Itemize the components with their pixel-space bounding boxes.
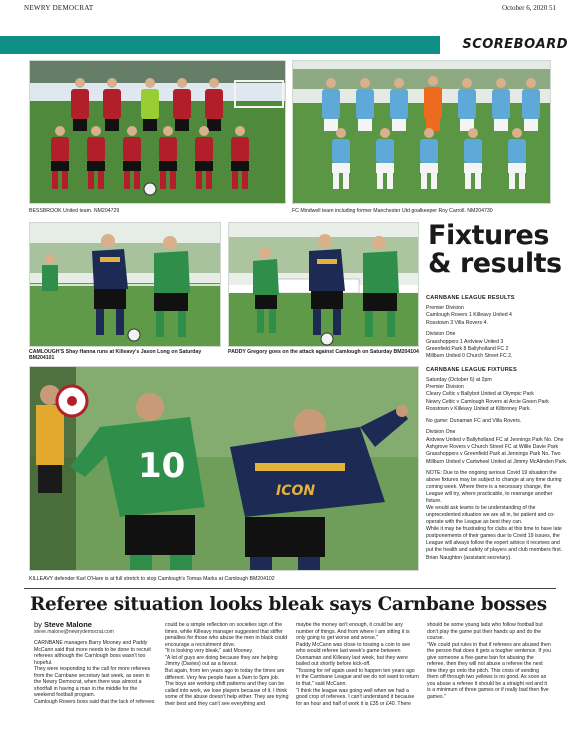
fixtures-date: Saturday (October 6) at 2pm <box>426 376 492 383</box>
no-game-note: No game: Dunaman FC and Villa Rovers. <box>426 417 522 424</box>
sponsor-logo-text: ICON <box>276 483 316 499</box>
photo-bessbrook-team <box>29 60 286 204</box>
caption-mindwell: FC Mindwell team including former Manchester Utd goalkeeper Roy Carroll. NM204730 <box>292 208 493 214</box>
fixtures-title-line1: Fixtures <box>428 220 549 251</box>
covid-note-3: While it may be frustrating for clubs at this time to have late postponements of their games due to Covid 19 issues, the League will always follow the expert advice it receives and put the health and safety of players and club members first. <box>426 526 563 554</box>
article-paragraph: "Tossing for ref again used to happen ten years ago in the Carnbane League and we do not want to return to that," said McCann. <box>296 667 419 687</box>
article-column-3 <box>296 622 420 707</box>
fixture-item: Cleary Celtic v Ballybot United at Olympic Park <box>426 391 534 398</box>
issue-date: October 6, 2020 51 <box>501 4 556 12</box>
article-paragraph: They were responding to the call for more referees from the Carnbane secretary last week, as seen in the Newry Democrat, when there was almost a shortfall in having a man in the middle for the weekend football program. <box>34 666 151 699</box>
covid-note-2: We would ask teams to be understanding of the unprecedented situation we are all in, be patient and co-operate with the League as best they can. <box>426 505 555 525</box>
fixtures-division-one: Division One <box>426 429 456 436</box>
fixture-item: Grasshoppers v Greenfield Park at Jennings Park No. Two <box>426 451 561 458</box>
article-column-4 <box>427 622 551 700</box>
photo-mindwell-team <box>292 60 551 204</box>
fixtures-division: Premier Division <box>426 384 464 391</box>
shirt-number: 10 <box>138 446 186 486</box>
section-title: SCOREBOARD <box>462 37 568 52</box>
article-column-1 <box>34 640 158 706</box>
article-paragraph: CARNBANE managers Barry Mooney and Paddy McCann said that more needs to be done to recruit referees although the Carnlough boss wasn't too hopeful. <box>34 640 151 666</box>
article-headline: Referee situation looks bleak says Carnbane bosses <box>30 594 547 615</box>
fixture-item: Ashgrove Rovers v Church Street FC at Willie Davie Park <box>426 443 559 450</box>
bessbrook-team-illustration <box>30 61 286 204</box>
fixtures-results-panel <box>426 293 568 562</box>
article-paragraph: "It is looking very bleak," said Mooney. <box>165 648 254 655</box>
article-paragraph: could be a simple reflection on societies sign of the times, while Killeavy manager suggested that stiffer penalties for those who abuse the men in black could encourage a recruitment drive. <box>165 622 287 648</box>
result-item: Millburn United 0 Church Street FC 2. <box>426 353 513 360</box>
fixture-item: Rosstown v Killeavy United at Kilbroney Park. <box>426 406 531 413</box>
caption-camlough: CAMLOUGH'S Shay Hanna runs at Killeavy's Jason Long on Saturday BM204101 <box>29 349 202 362</box>
byline <box>34 620 92 629</box>
article-paragraph: Camlough Rovers boss said that the lack of referees <box>34 698 155 705</box>
article-rule <box>24 588 556 589</box>
byline-by: by <box>34 620 42 629</box>
article-paragraph: should be some young lads who follow football but don't play the game put their hands up and do the course. <box>427 622 543 641</box>
article-paragraph: Paddy McCann was close to tossing a coin to see who would referee last week's game between Dunnaman and Killeavy last week, but they were bailed out shortly before kick-off. <box>296 641 411 668</box>
covid-note: NOTE: Due to the ongoing serious Covid 19 situation the above fixtures may be subject to change at any time during coming week. Where there is a necessary change, the League will try, where practicable, to rearrange another fixture. <box>426 470 562 504</box>
photo-killeavy-defender <box>29 366 419 571</box>
caption-bessbrook: BESSBROOK United team. NM204729 <box>29 208 120 214</box>
signoff: Brian Naughton (assistant secretary). <box>426 554 512 561</box>
caption-paddy: PADDY Gregory goes on the attack against Camlough on Saturday BM204104 <box>228 349 419 355</box>
result-item: Camlough Rovers 1 Killeavy United 4 <box>426 312 512 319</box>
fixture-item: Newry Celtic v Camlough Rovers at Arcie Green Park <box>426 398 549 405</box>
photo-camlough-action <box>29 222 221 347</box>
article-paragraph: "We could put rules in that if referees are abused then the person that does it gets a tougher sentence. If you give someone a five-game ban for abusing the referee, then they will not abuse a referee the next time they go onto the pitch. This crisis of sending them off through two yellows is no good. As soon as you abuse a referee it should be a straight red and it is a minimum of three games or if really bad then five games." <box>427 641 552 700</box>
mindwell-team-illustration <box>293 61 551 204</box>
fixtures-heading: CARNBANE LEAGUE FIXTURES <box>426 366 517 373</box>
result-item: Rosstown 3 Villa Rovers 4. <box>426 319 488 326</box>
fixture-item: Millburn United v Cartwheel United at Jimmy McAlinden Park. <box>426 458 568 465</box>
article-paragraph: But again, from ten years ago to today the times are different. Very few people have a 9am to 5pm job. The boys are working shift patterns and they can be called into work, we lose players because of it. I think some of the abuse doesn't help either. They are trying their best and they can't see everything and <box>165 668 289 707</box>
results-division-one: Division One <box>426 331 456 338</box>
paper-name: NEWRY DEMOCRAT <box>24 4 94 12</box>
author-email: steve.malone@newrydemocrat.com <box>34 629 114 635</box>
section-band <box>0 36 440 54</box>
fixture-item: Ardview United v Ballyholland FC at Jennings Park No. One <box>426 436 564 443</box>
article-paragraph: maybe the money isn't enough, it could be any number of things. And from where I am sitting it is only going to get worse and worse." <box>296 622 410 641</box>
result-item: Grasshoppers 1 Ardview United 3 <box>426 338 504 345</box>
fixtures-title-line2: & results <box>428 248 562 279</box>
paddy-gregory-illustration <box>229 223 419 347</box>
photo-paddy-gregory <box>228 222 419 347</box>
camlough-action-illustration <box>30 223 221 347</box>
article-paragraph: "A lot of guys are doing because they are helping Jimmy (Davies) out as a favour. <box>165 654 278 668</box>
masthead <box>24 2 556 14</box>
fixtures-title <box>428 222 568 278</box>
killeavy-defender-illustration <box>30 367 419 571</box>
byline-author: Steve Malone <box>44 620 92 629</box>
section-bar <box>0 36 580 54</box>
article-column-2 <box>165 622 289 707</box>
result-item: Greenfield Park 8 Ballyholland FC 2 <box>426 345 509 352</box>
article-paragraph: "I think the league was going well when we had a good crop of referees. I can't understand it because for an hour and half of work it is £35 or £40. There <box>296 687 415 707</box>
results-heading: CARNBANE LEAGUE RESULTS <box>426 295 515 301</box>
caption-killeavy: KILLEAVY defender Karl O'Hare is at full stretch to stop Camlough's Tomas Marks at Camlough BM204102 <box>29 576 275 582</box>
results-division: Premier Division <box>426 304 464 311</box>
